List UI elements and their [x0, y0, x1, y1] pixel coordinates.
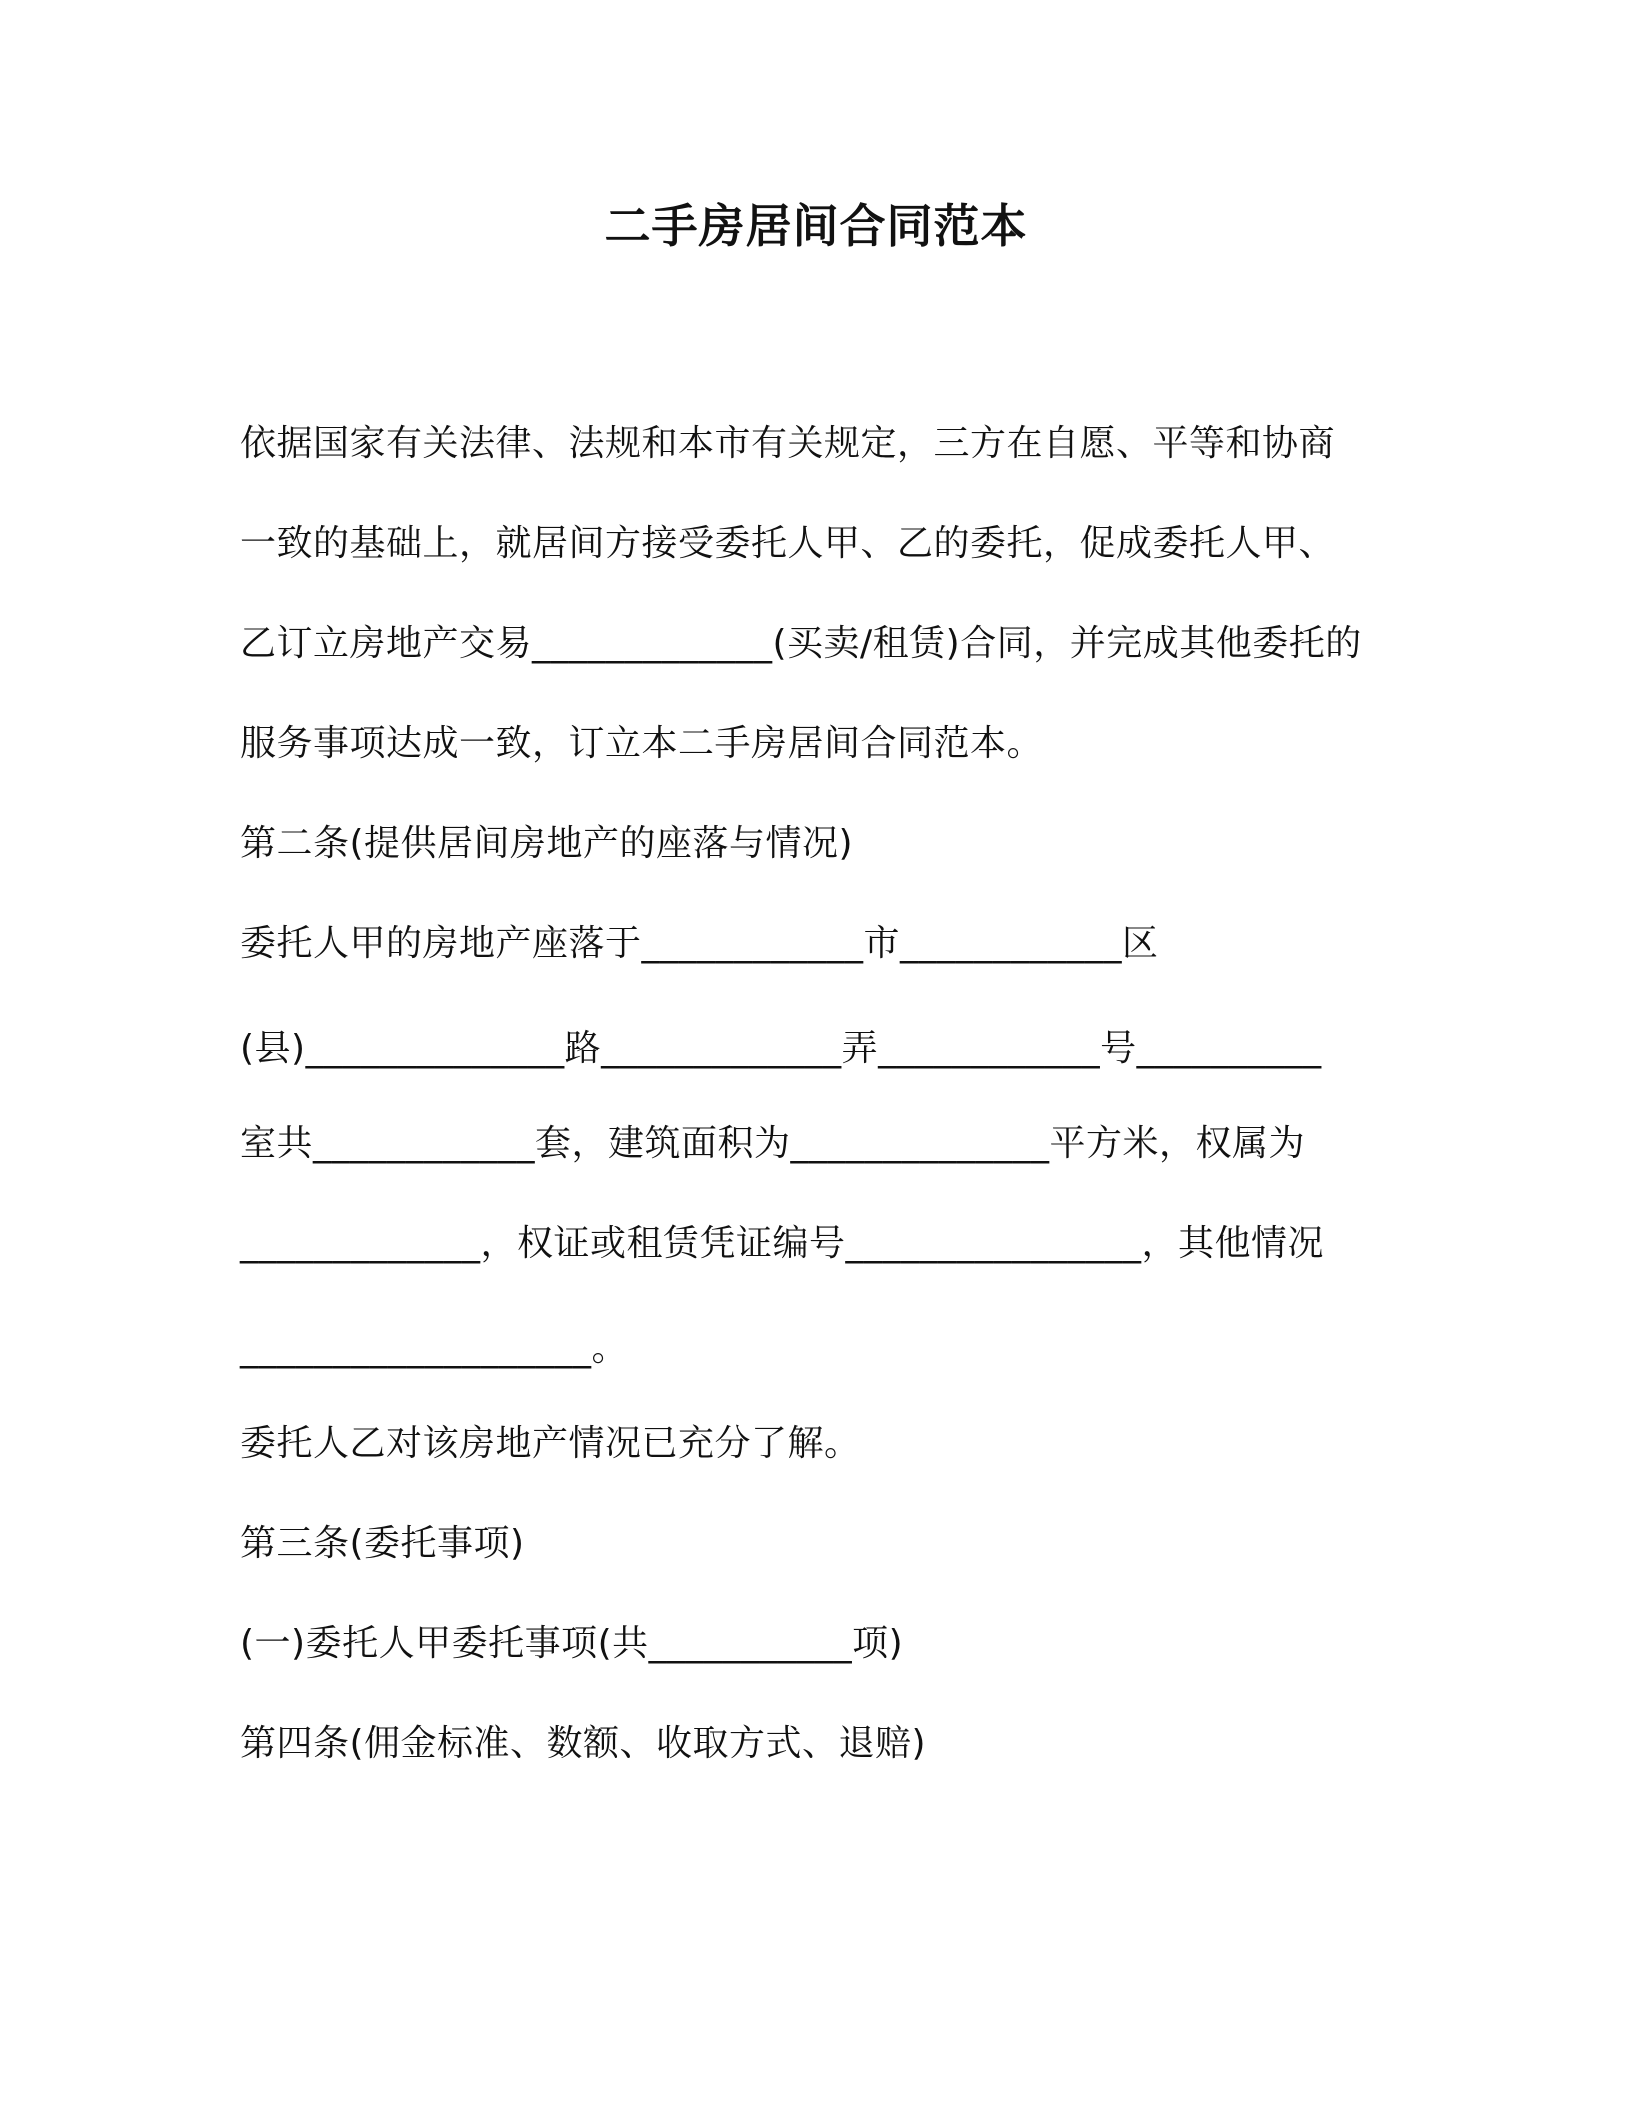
article-heading: 第二条(提供居间房地产的座落与情况): [240, 823, 854, 864]
paragraph-line: ___________________。: [240, 1328, 628, 1369]
article-heading: 第三条(委托事项): [240, 1523, 525, 1564]
paragraph-line: 室共____________套，建筑面积为______________平方米，权属为: [240, 1123, 1306, 1164]
paragraph-line: (县)______________路_____________弄____________号__________: [240, 1028, 1322, 1069]
paragraph-line: 委托人乙对该房地产情况已充分了解。: [240, 1423, 861, 1464]
paragraph-line: 一致的基础上，就居间方接受委托人甲、乙的委托，促成委托人甲、: [240, 523, 1336, 564]
paragraph-line: 依据国家有关法律、法规和本市有关规定，三方在自愿、平等和协商: [240, 423, 1336, 464]
paragraph-line: 服务事项达成一致，订立本二手房居间合同范本。: [240, 723, 1044, 764]
document-title: 二手房居间合同范本: [604, 199, 1028, 253]
article-heading: 第四条(佣金标准、数额、收取方式、退赔): [240, 1723, 927, 1764]
paragraph-line: _____________，权证或租赁凭证编号________________，其他情况: [240, 1223, 1325, 1264]
paragraph-line: (一)委托人甲委托事项(共___________项): [240, 1623, 904, 1664]
paragraph-line: 委托人甲的房地产座落于____________市____________区: [240, 923, 1159, 964]
paragraph-line: 乙订立房地产交易_____________(买卖/租赁)合同，并完成其他委托的: [240, 623, 1362, 664]
